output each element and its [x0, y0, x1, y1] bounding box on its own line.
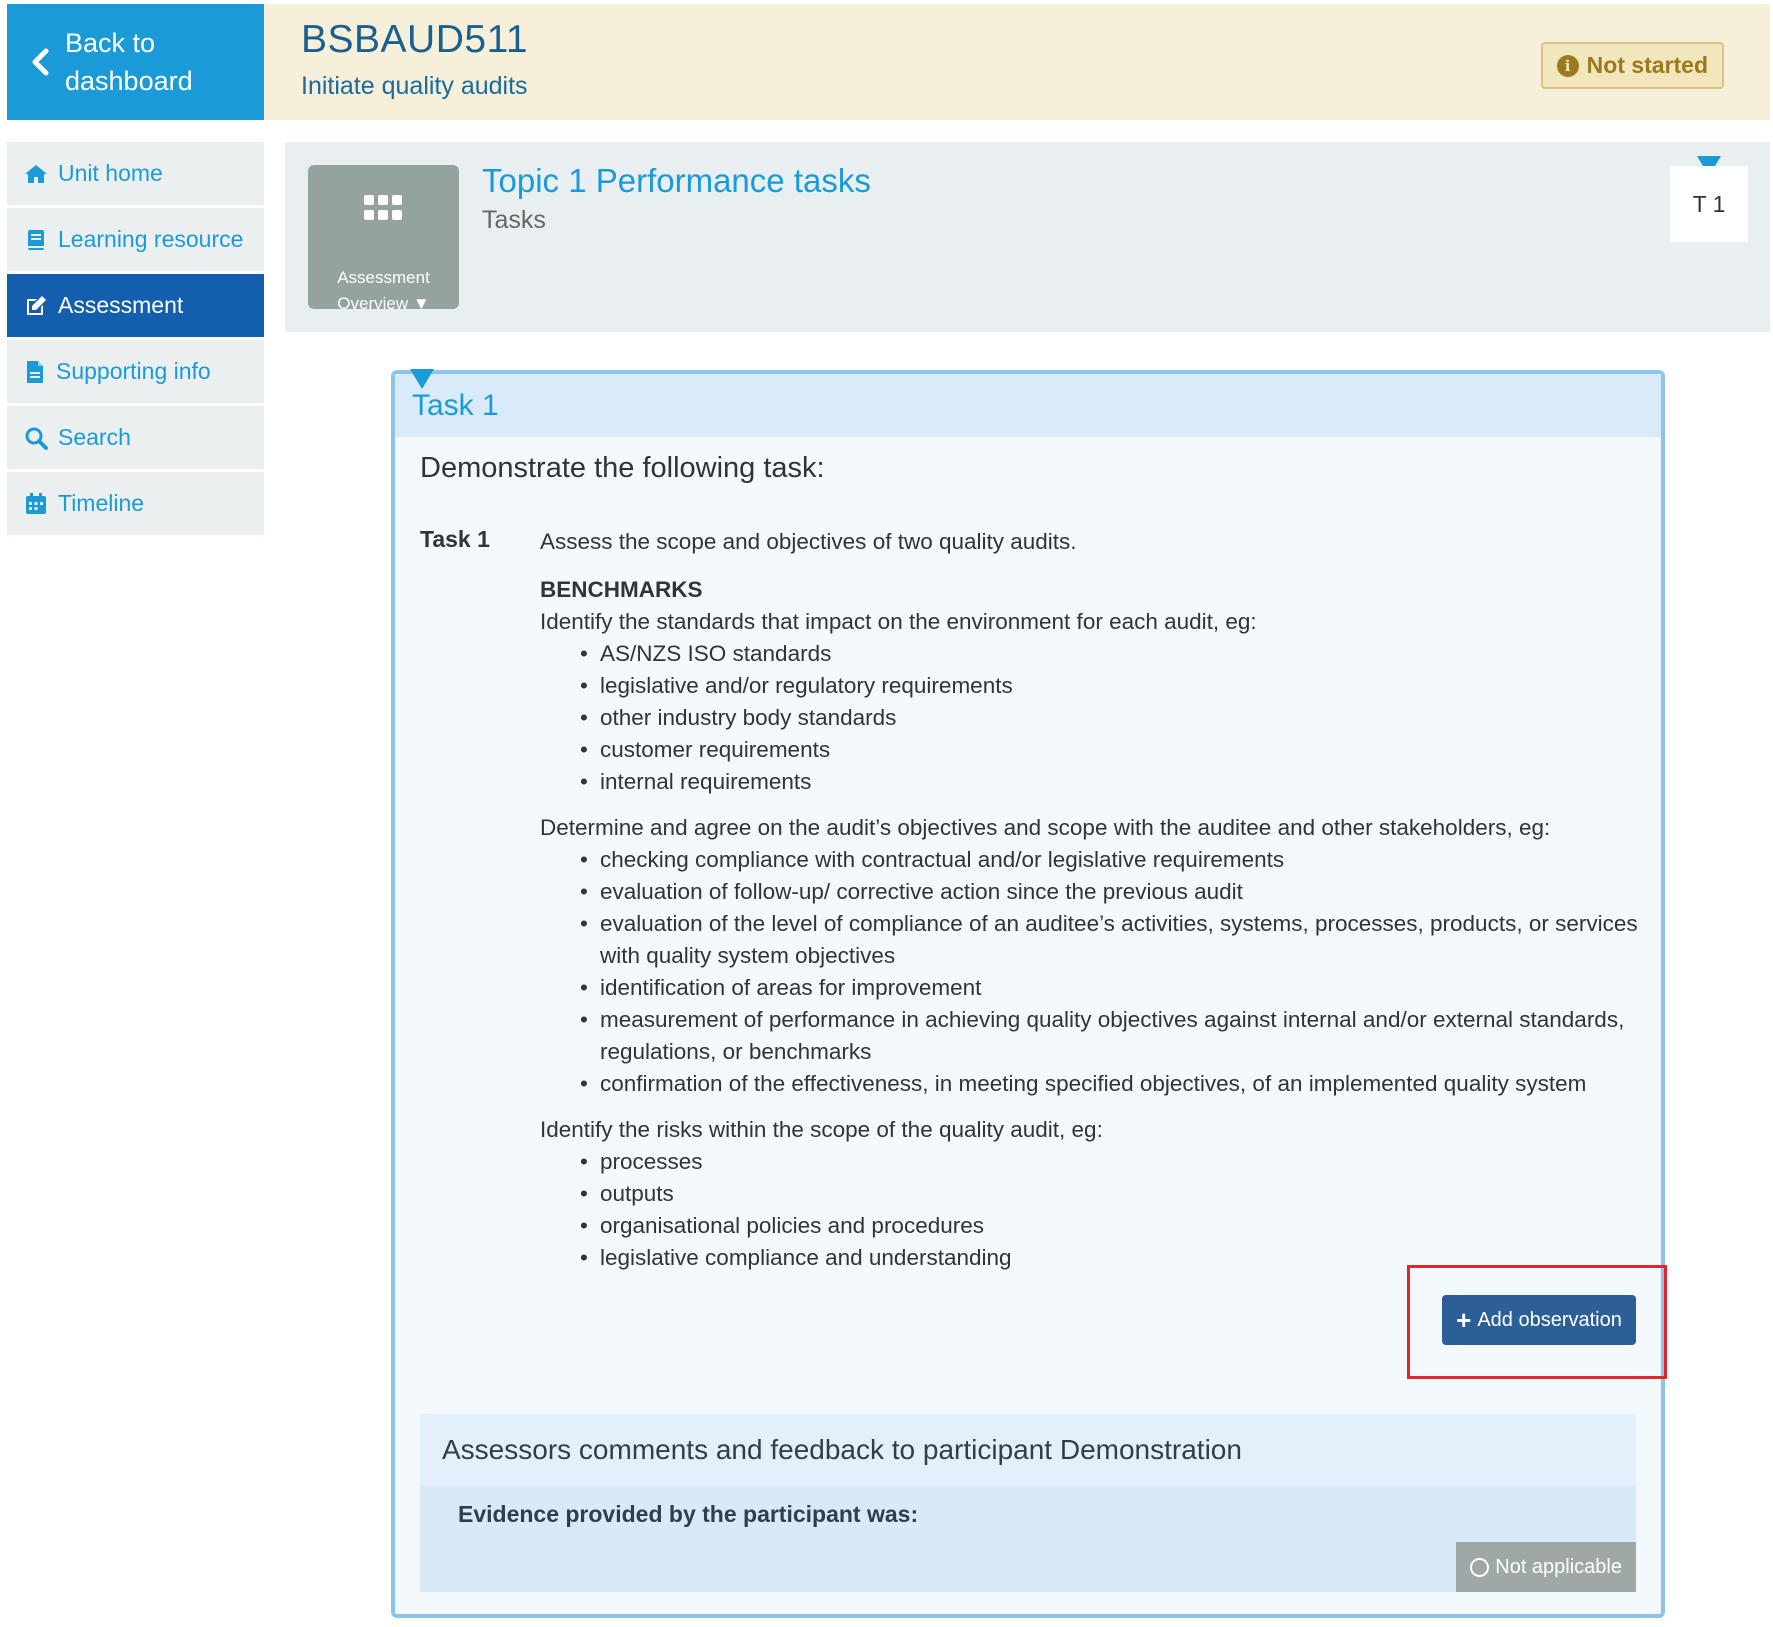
risks-list: [540, 1146, 1655, 1274]
list-item: • identification of areas for improvement: [580, 972, 1655, 1004]
feedback-title: Assessors comments and feedback to participant Demonstration: [420, 1414, 1636, 1486]
list-item: • internal requirements: [580, 766, 1655, 798]
list-item: • confirmation of the effectiveness, in meeting specified objectives, of an implemented quality system: [580, 1068, 1655, 1100]
sidebar-item-label: Unit home: [58, 160, 163, 186]
home-icon: [24, 163, 48, 185]
sidebar-item-unit-home[interactable]: [7, 142, 264, 205]
triangle-down-icon: [409, 368, 435, 390]
list-item: • customer requirements: [580, 734, 1655, 766]
not-applicable-button[interactable]: [1456, 1542, 1636, 1592]
sidebar-item-label: Search: [58, 424, 131, 450]
standards-intro: Identify the standards that impact on the environment for each audit, eg:: [540, 609, 1257, 634]
list-item: • measurement of performance in achieving quality objectives against internal and/or external standards, regulations, or benchmarks: [580, 1004, 1655, 1068]
risks-intro: Identify the risks within the scope of the quality audit, eg:: [540, 1117, 1103, 1142]
unit-name: Initiate quality audits: [301, 72, 528, 100]
not-applicable-label: Not applicable: [1495, 1555, 1622, 1578]
add-observation-label: Add observation: [1477, 1308, 1622, 1331]
assessment-overview-button[interactable]: [308, 165, 459, 313]
search-icon: [24, 426, 48, 450]
overview-line2: Overview ▼: [337, 294, 430, 313]
book-icon: [24, 228, 48, 252]
sidebar-item-search[interactable]: [7, 406, 264, 469]
list-item: • processes: [580, 1146, 1655, 1178]
back-label-line1: Back to: [65, 28, 156, 58]
list-item: • checking compliance with contractual and/or legislative requirements: [580, 844, 1655, 876]
document-icon: [24, 360, 46, 384]
list-item: • organisational policies and procedures: [580, 1210, 1655, 1242]
edit-icon: [24, 294, 48, 318]
topic-subtitle: Tasks: [482, 206, 546, 234]
back-label-line2: dashboard: [65, 66, 193, 96]
list-item: • other industry body standards: [580, 702, 1655, 734]
calendar-icon: [24, 492, 48, 516]
sidebar-item-assessment[interactable]: [7, 274, 264, 337]
task-label: Task 1: [420, 526, 490, 552]
plus-icon: +: [1456, 1305, 1472, 1335]
task-nav-badge[interactable]: T 1: [1670, 166, 1748, 242]
list-item: • outputs: [580, 1178, 1655, 1210]
task-header: [395, 374, 1661, 437]
unit-header: [264, 4, 1770, 120]
chevron-left-icon: [31, 48, 65, 76]
add-observation-button[interactable]: [1442, 1295, 1636, 1345]
demonstrate-heading: Demonstrate the following task:: [420, 452, 825, 484]
sidebar-item-label: Assessment: [58, 292, 184, 318]
list-item: • legislative compliance and understanding: [580, 1242, 1655, 1274]
list-item: • AS/NZS ISO standards: [580, 638, 1655, 670]
topic-header: [285, 142, 1770, 332]
task-intro: Assess the scope and objectives of two quality audits.: [540, 529, 1077, 554]
overview-line1: Assessment: [337, 268, 430, 287]
sidebar-item-learning-resource[interactable]: [7, 208, 264, 271]
feedback-section: [420, 1414, 1636, 1592]
objectives-intro: Determine and agree on the audit’s objectives and scope with the auditee and other stakeholders, eg:: [540, 815, 1551, 840]
info-icon: i: [1557, 55, 1579, 77]
task-panel: [391, 370, 1665, 1618]
status-label: Not started: [1586, 52, 1708, 78]
standards-list: [540, 638, 1655, 798]
evidence-label: Evidence provided by the participant was:: [458, 1501, 919, 1527]
sidebar-item-timeline[interactable]: [7, 472, 264, 535]
status-badge: [1541, 42, 1724, 89]
sidebar-item-label: Learning resource: [58, 226, 244, 252]
sidebar: [7, 142, 264, 538]
objectives-list: [540, 844, 1655, 1100]
grid-icon: [364, 195, 404, 225]
task-description: [540, 526, 1655, 1274]
list-item: • evaluation of the level of compliance of an auditee’s activities, systems, processes, products, or services with quality system objectives: [580, 908, 1655, 972]
list-item: • legislative and/or regulatory requirements: [580, 670, 1655, 702]
sidebar-item-supporting-info[interactable]: [7, 340, 264, 403]
unit-code: BSBAUD511: [301, 18, 529, 61]
task-title: Task 1: [412, 388, 499, 422]
back-to-dashboard-label: [65, 24, 193, 100]
topic-title: Topic 1 Performance tasks: [482, 162, 871, 199]
assessment-overview-label: [308, 265, 459, 317]
list-item: • evaluation of follow-up/ corrective action since the previous audit: [580, 876, 1655, 908]
sidebar-item-label: Supporting info: [56, 358, 211, 384]
benchmarks-heading: BENCHMARKS: [540, 577, 703, 602]
sidebar-item-label: Timeline: [58, 490, 145, 516]
radio-circle-icon: [1470, 1558, 1489, 1577]
back-to-dashboard-button[interactable]: [7, 4, 264, 120]
